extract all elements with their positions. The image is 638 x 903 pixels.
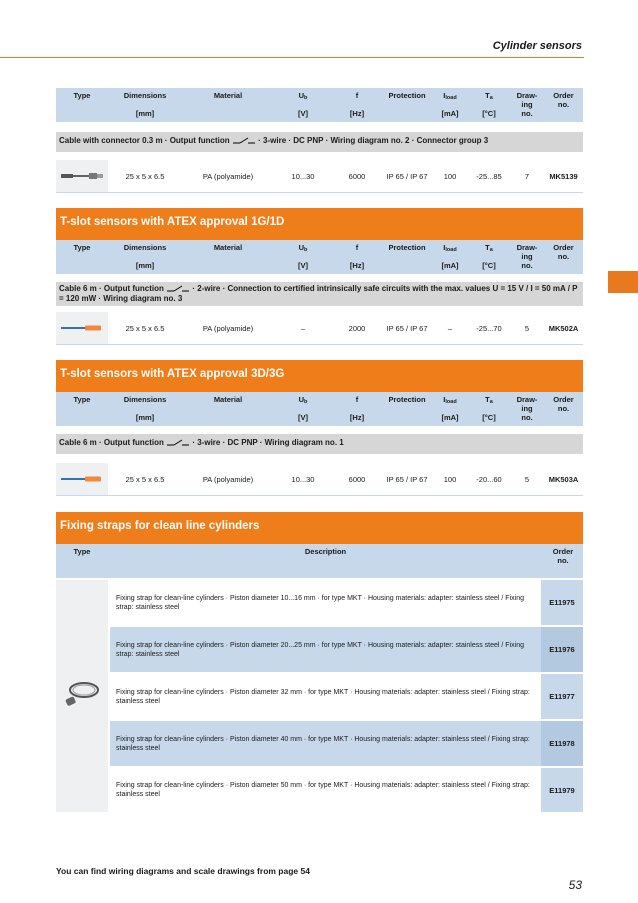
- col-material: Material: [213, 243, 243, 252]
- fixing-strap-image: [56, 580, 108, 812]
- product-row-mk503a: [56, 463, 583, 496]
- col-ub: Ub [V]: [298, 395, 308, 422]
- strap-description: Fixing strap for clean-line cylinders · Piston diameter 10...16 mm · for type MKT · Housing materials: adapter: stainless steel / Fixing strap: stainless steel: [116, 594, 524, 611]
- cell-dimensions: 25 x 5 x 6.5: [125, 171, 165, 181]
- table-header-group4: [56, 544, 583, 578]
- col-material: Material: [213, 395, 243, 404]
- col-iload: Iload [mA]: [441, 91, 459, 118]
- col-protection: Protection: [388, 395, 426, 404]
- cable-text-pre: Cable 6 m · Output function: [59, 284, 164, 293]
- cell-drawing: 5: [524, 474, 530, 484]
- col-ub: Ub [V]: [298, 243, 308, 270]
- switch-symbol-icon: [167, 285, 189, 293]
- cable-info-group2: [56, 282, 583, 306]
- col-ub: Ub [V]: [298, 91, 308, 118]
- col-ta: Ta [°C]: [482, 243, 496, 270]
- strap-order: E11979: [541, 768, 583, 812]
- cell-drawing: 5: [524, 323, 530, 333]
- product-row-mk502a: [56, 312, 583, 345]
- cell-dimensions: 25 x 5 x 6.5: [125, 474, 165, 484]
- page-number: 53: [568, 878, 582, 892]
- col-drawing: Draw- ing no.: [516, 243, 538, 270]
- col-iload: Iload [mA]: [441, 243, 459, 270]
- cable-text-post: · 3-wire · DC PNP · Wiring diagram no. 1: [192, 438, 344, 447]
- footer-note: You can find wiring diagrams and scale drawings from page 54: [56, 866, 310, 876]
- strap-row-e11979: [110, 768, 583, 812]
- col-drawing: Draw- ing no.: [516, 91, 538, 118]
- table-header-group3: [56, 392, 583, 426]
- col-ta: Ta [°C]: [482, 91, 496, 118]
- side-tab-marker: [608, 271, 638, 293]
- strap-row-e11978: [110, 721, 583, 766]
- col-protection: Protection: [388, 91, 426, 100]
- cable-text-post: · 2-wire · Connection to certified intrinsically safe circuits with the max. values U = 15 V / I = 50 mA / P = 120 mW · Wiring diagram no. 3: [59, 284, 578, 303]
- col-type: Type: [73, 243, 91, 252]
- col-order: Order no.: [553, 91, 574, 109]
- tslot-sensor-image: [56, 463, 108, 495]
- col-protection: Protection: [388, 243, 426, 252]
- col-type: Type: [73, 547, 91, 556]
- col-material: Material: [213, 91, 243, 100]
- header-rule: [0, 57, 584, 58]
- cable-info-group3: [56, 434, 583, 454]
- cable-text-post: · 3-wire · DC PNP · Wiring diagram no. 2 · Connector group 3: [258, 136, 489, 145]
- strap-order: E11978: [541, 721, 583, 766]
- cell-protection: IP 65 / IP 67: [386, 171, 428, 181]
- strap-description: Fixing strap for clean-line cylinders · Piston diameter 32 mm · for type MKT · Housing materials: adapter: stainless steel / Fixing strap: stainless steel: [116, 688, 530, 705]
- section-title-atex-1g1d: T-slot sensors with ATEX approval 1G/1D: [56, 208, 583, 240]
- strap-description: Fixing strap for clean-line cylinders · Piston diameter 50 mm · for type MKT · Housing materials: adapter: stainless steel / Fixing strap: stainless steel: [116, 782, 530, 798]
- col-drawing: Draw- ing no.: [516, 395, 538, 422]
- connector-sensor-icon: [59, 170, 105, 182]
- cell-material: PA (polyamide): [202, 171, 254, 181]
- fixing-strap-icon: [60, 678, 104, 714]
- tslot-sensor-image: [56, 312, 108, 344]
- strap-order: E11977: [541, 674, 583, 719]
- strap-description: Fixing strap for clean-line cylinders · Piston diameter 20...25 mm · for type MKT · Housing materials: adapter: stainless steel / Fixing strap: stainless steel: [116, 641, 524, 658]
- cell-ta: -25...85: [476, 171, 502, 181]
- cell-order: MK503A: [548, 474, 579, 484]
- cell-protection: IP 65 / IP 67: [386, 474, 428, 484]
- col-dimensions: Dimensions [mm]: [123, 91, 167, 118]
- cell-ta: -20...60: [476, 474, 502, 484]
- page-header-title: Cylinder sensors: [492, 40, 582, 52]
- cell-drawing: 7: [524, 171, 530, 181]
- cell-material: PA (polyamide): [202, 323, 254, 333]
- cell-iload: –: [447, 323, 453, 333]
- col-dimensions: Dimensions [mm]: [123, 243, 167, 270]
- cable-text-pre: Cable 6 m · Output function: [59, 438, 164, 447]
- col-iload: Iload [mA]: [441, 395, 459, 422]
- col-type: Type: [73, 91, 91, 100]
- cell-ub: 10...30: [291, 171, 315, 181]
- col-order: Order no.: [553, 243, 574, 261]
- switch-symbol-icon: [233, 137, 255, 145]
- strap-row-e11977: [110, 674, 583, 719]
- section-title-atex-3d3g: T-slot sensors with ATEX approval 3D/3G: [56, 360, 583, 392]
- product-row-mk5139: [56, 160, 583, 193]
- strap-row-e11976: [110, 627, 583, 672]
- switch-symbol-icon: [167, 439, 189, 447]
- cell-ub: 10...30: [291, 474, 315, 484]
- strap-order: E11976: [541, 627, 583, 672]
- cell-material: PA (polyamide): [202, 474, 254, 484]
- cell-iload: 100: [443, 474, 457, 484]
- cell-ub: –: [300, 323, 306, 333]
- cable-text-pre: Cable with connector 0.3 m · Output function: [59, 136, 230, 145]
- cell-iload: 100: [443, 171, 457, 181]
- col-type: Type: [73, 395, 91, 404]
- table-header-group2: [56, 240, 583, 274]
- tslot-sensor-icon: [59, 474, 105, 484]
- col-f: f [Hz]: [349, 395, 365, 422]
- col-order: Order no.: [553, 395, 574, 413]
- cell-dimensions: 25 x 5 x 6.5: [125, 323, 165, 333]
- tslot-sensor-icon: [59, 323, 105, 333]
- cell-order: MK502A: [548, 323, 579, 333]
- section-title-fixing-straps: Fixing straps for clean line cylinders: [56, 512, 583, 544]
- col-description: Description: [304, 547, 347, 556]
- table-header-group1: [56, 88, 583, 122]
- cell-f: 6000: [348, 171, 366, 181]
- cell-f: 2000: [348, 323, 366, 333]
- col-f: f [Hz]: [349, 91, 365, 118]
- col-ta: Ta [°C]: [482, 395, 496, 422]
- cell-f: 6000: [348, 474, 366, 484]
- cell-ta: -25...70: [476, 323, 502, 333]
- strap-row-e11975: [110, 580, 583, 625]
- col-dimensions: Dimensions [mm]: [123, 395, 167, 422]
- cell-order: MK5139: [549, 171, 578, 181]
- cable-info-group1: [56, 132, 583, 152]
- col-f: f [Hz]: [349, 243, 365, 270]
- strap-order: E11975: [541, 580, 583, 625]
- cell-protection: IP 65 / IP 67: [386, 323, 428, 333]
- connector-sensor-image: [56, 160, 108, 192]
- strap-description: Fixing strap for clean-line cylinders · Piston diameter 40 mm · for type MKT · Housing materials: adapter: stainless steel / Fixing strap: stainless steel: [116, 735, 530, 752]
- col-order: Order no.: [552, 547, 574, 565]
